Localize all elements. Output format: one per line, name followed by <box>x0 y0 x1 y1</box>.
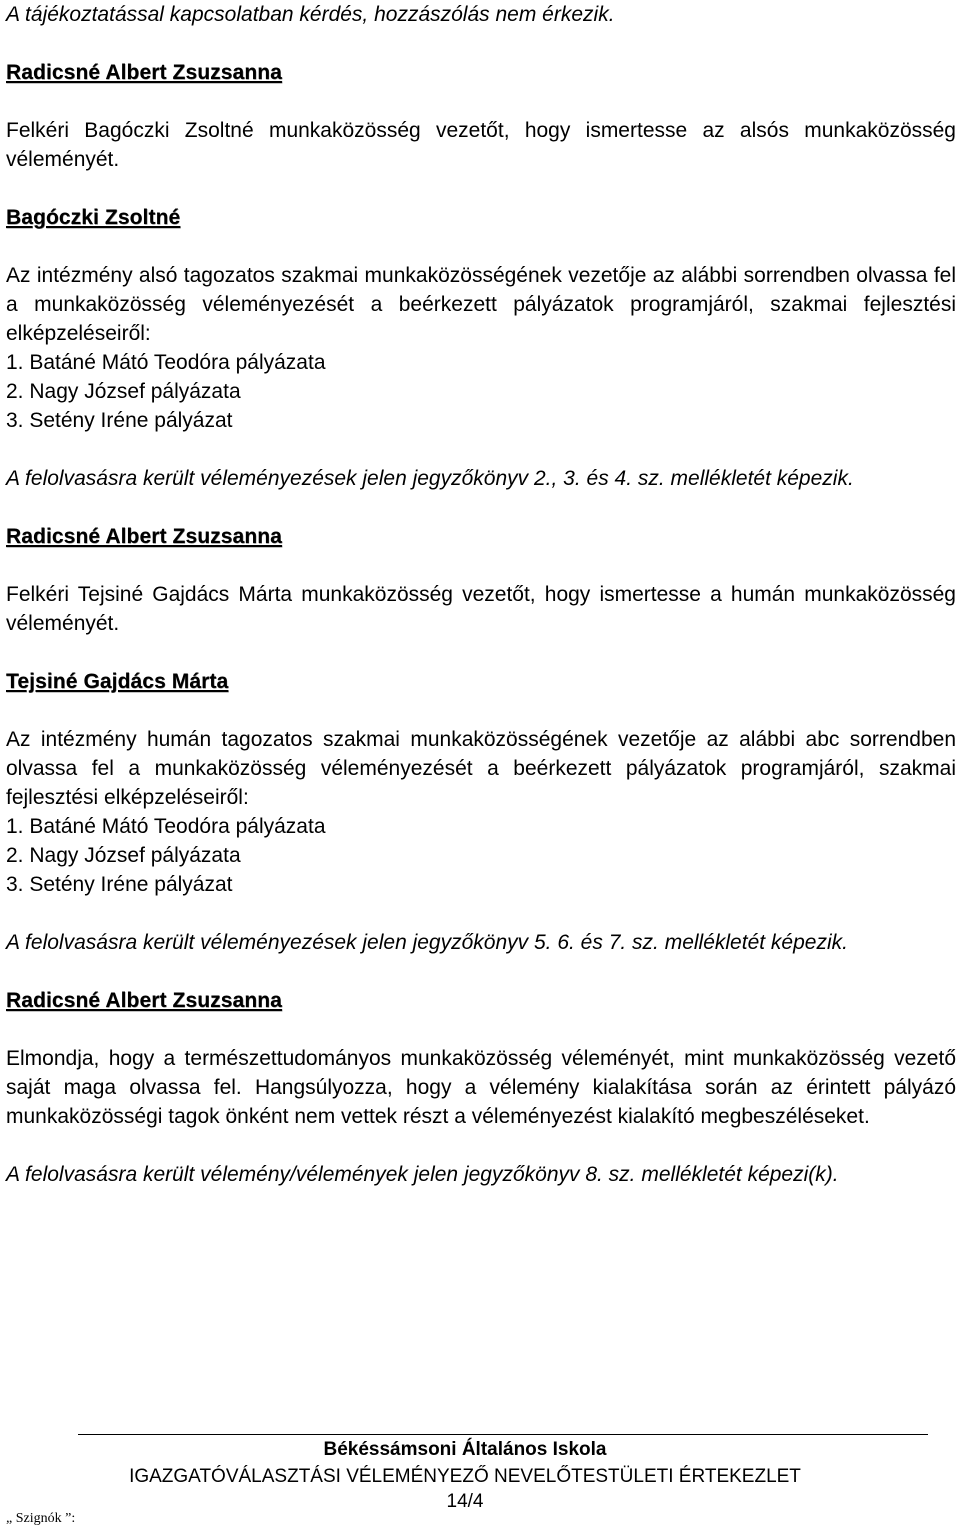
paragraph: Az intézmény humán tagozatos szakmai munkaközösségének vezetője az alábbi abc sorrendben olvassa fel a munkaközösség véleményezését a beérkezett pályázatok programjáról, szakmai fejlesztési elképzeléseiről: <box>6 728 956 809</box>
footer-school-name: Békéssámsoni Általános Iskola <box>323 1439 607 1460</box>
list-item: 3. Setény Iréne pályázat <box>6 873 233 896</box>
application-list <box>6 812 956 899</box>
speaker-name: Bagóczki Zsoltné <box>6 206 181 229</box>
signature-label: „ Szignók ”: <box>6 1511 76 1526</box>
list-item: 1. Batáné Mátó Teodóra pályázata <box>6 351 326 374</box>
speaker-name: Tejsiné Gajdács Márta <box>6 670 229 693</box>
page-number: 14/4 <box>446 1491 484 1512</box>
annex-note: A felolvasásra került vélemény/vélemények jelen jegyzőkönyv 8. sz. mellékletét képezi(k). <box>6 1163 839 1186</box>
list-item: 1. Batáné Mátó Teodóra pályázata <box>6 815 326 838</box>
application-list <box>6 348 956 435</box>
list-item: 2. Nagy József pályázata <box>6 380 241 403</box>
speaker-name: Radicsné Albert Zsuzsanna <box>6 61 282 84</box>
list-item: 3. Setény Iréne pályázat <box>6 409 233 432</box>
annex-note: A felolvasásra került véleményezések jelen jegyzőkönyv 2., 3. és 4. sz. mellékletét képezik. <box>6 467 854 490</box>
paragraph: Felkéri Tejsiné Gajdács Márta munkaközösség vezetőt, hogy ismertesse a humán munkaközösség véleményét. <box>6 583 956 635</box>
document-body <box>6 0 956 1189</box>
list-item: 2. Nagy József pályázata <box>6 844 241 867</box>
footer-meeting-title: IGAZGATÓVÁLASZTÁSI VÉLEMÉNYEZŐ NEVELŐTESTÜLETI ÉRTEKEZLET <box>129 1466 801 1487</box>
paragraph: Elmondja, hogy a természettudományos munkaközösség véleményét, mint munkaközösség vezető saját maga olvassa fel. Hangsúlyozza, hogy a vélemény kialakítása során az érintett pályázó munkaközösségi tagok önként nem vettek részt a véleményezést kialakító megbeszéléseket. <box>6 1047 956 1128</box>
footer-divider <box>78 1434 928 1435</box>
speaker-name: Radicsné Albert Zsuzsanna <box>6 525 282 548</box>
paragraph: Az intézmény alsó tagozatos szakmai munkaközösségének vezetője az alábbi sorrendben olvassa fel a munkaközösség véleményezését a beérkezett pályázatok programjáról, szakmai fejlesztési elképzeléseiről: <box>6 264 956 345</box>
paragraph: Felkéri Bagóczki Zsoltné munkaközösség vezetőt, hogy ismertesse az alsós munkaközösség véleményét. <box>6 119 956 171</box>
annex-note: A felolvasásra került véleményezések jelen jegyzőkönyv 5. 6. és 7. sz. mellékletét képezik. <box>6 931 848 954</box>
note-no-questions: A tájékoztatással kapcsolatban kérdés, hozzászólás nem érkezik. <box>6 3 615 26</box>
speaker-name: Radicsné Albert Zsuzsanna <box>6 989 282 1012</box>
